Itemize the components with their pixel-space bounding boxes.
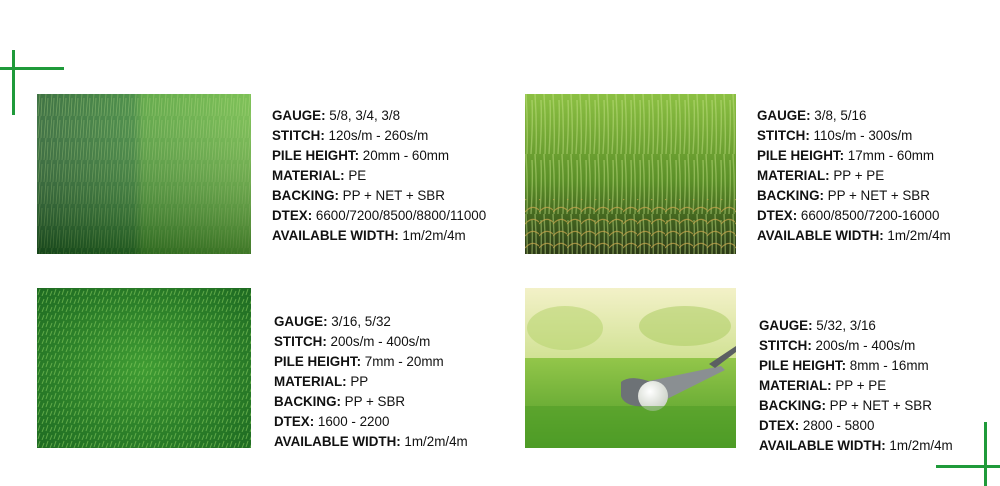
landscape-grass-specs [757, 106, 951, 246]
spec-pile-height: PILE HEIGHT: 7mm - 20mm [274, 354, 444, 369]
spec-pile-height: PILE HEIGHT: 20mm - 60mm [272, 148, 450, 163]
spec-dtex: DTEX: 6600/7200/8500/8800/11000 [272, 208, 487, 223]
golf-ball-club-image [525, 288, 736, 448]
spec-available-width: AVAILABLE WIDTH: 1m/2m/4m [272, 228, 466, 243]
corner-cross-top-left-v [12, 50, 15, 115]
spec-stitch: STITCH: 120s/m - 260s/m [272, 128, 429, 143]
spec-stitch: STITCH: 200s/m - 400s/m [274, 334, 431, 349]
spec-pile-height: PILE HEIGHT: 17mm - 60mm [757, 148, 935, 163]
spec-backing: BACKING: PP + NET + SBR [272, 188, 445, 203]
spec-backing: BACKING: PP + NET + SBR [757, 188, 930, 203]
spec-material: MATERIAL: PP + PE [757, 168, 885, 183]
football-turf-image [37, 94, 251, 254]
spec-available-width: AVAILABLE WIDTH: 1m/2m/4m [757, 228, 951, 243]
spec-backing: BACKING: PP + NET + SBR [759, 398, 932, 413]
golf-turf-specs [759, 316, 953, 456]
short-pile-turf-specs [274, 312, 468, 452]
spec-dtex: DTEX: 6600/8500/7200-16000 [757, 208, 940, 223]
spec-backing: BACKING: PP + SBR [274, 394, 406, 409]
spec-material: MATERIAL: PE [272, 168, 367, 183]
corner-cross-bottom-right-h [936, 465, 1000, 468]
spec-gauge: GAUGE: 5/32, 3/16 [759, 318, 876, 333]
landscape-grass-image [525, 94, 736, 254]
spec-gauge: GAUGE: 3/8, 5/16 [757, 108, 867, 123]
football-turf-specs [272, 106, 486, 246]
short-pile-turf-image [37, 288, 251, 448]
spec-available-width: AVAILABLE WIDTH: 1m/2m/4m [759, 438, 953, 453]
spec-dtex: DTEX: 2800 - 5800 [759, 418, 875, 433]
spec-gauge: GAUGE: 5/8, 3/4, 3/8 [272, 108, 401, 123]
spec-gauge: GAUGE: 3/16, 5/32 [274, 314, 391, 329]
spec-pile-height: PILE HEIGHT: 8mm - 16mm [759, 358, 929, 373]
corner-cross-top-left-h [0, 67, 64, 70]
spec-stitch: STITCH: 110s/m - 300s/m [757, 128, 913, 143]
spec-material: MATERIAL: PP [274, 374, 369, 389]
spec-available-width: AVAILABLE WIDTH: 1m/2m/4m [274, 434, 468, 449]
spec-dtex: DTEX: 1600 - 2200 [274, 414, 390, 429]
spec-stitch: STITCH: 200s/m - 400s/m [759, 338, 916, 353]
corner-cross-bottom-right-v [984, 422, 987, 486]
spec-material: MATERIAL: PP + PE [759, 378, 887, 393]
